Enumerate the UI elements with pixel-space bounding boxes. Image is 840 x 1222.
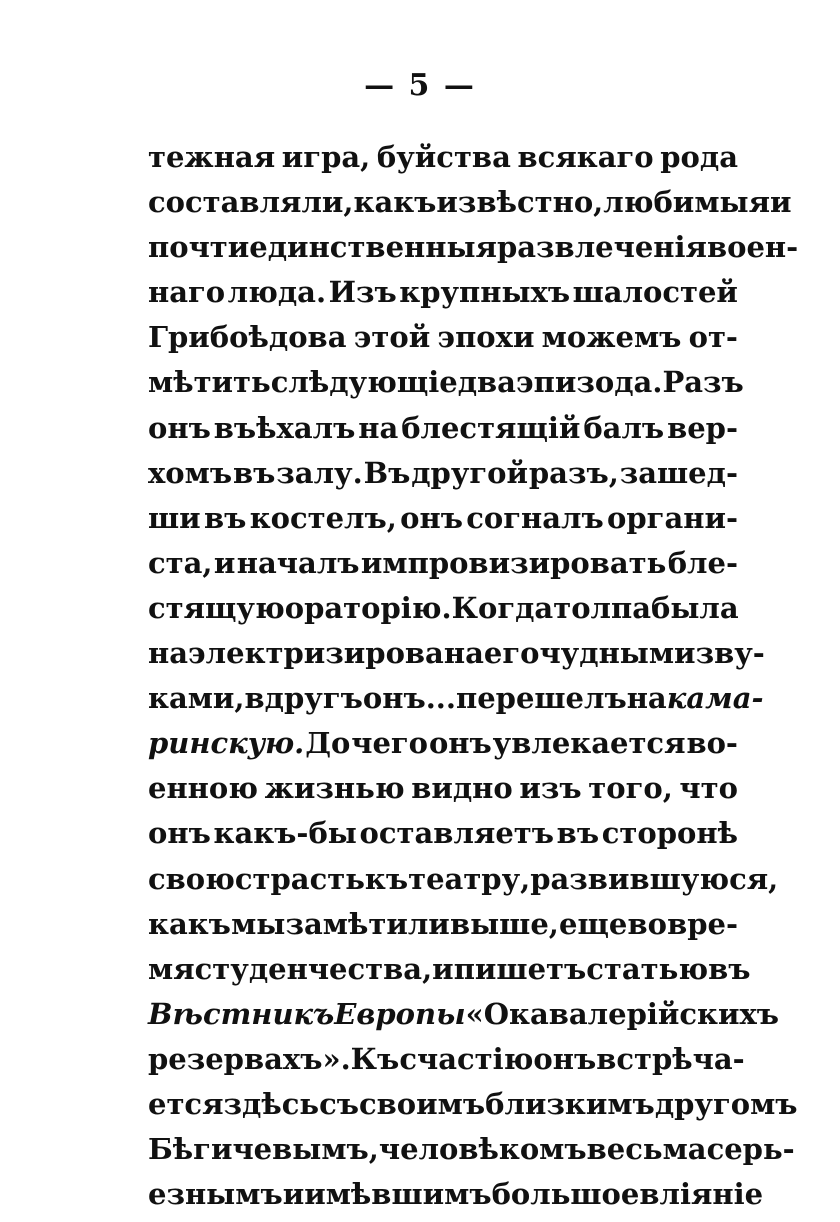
- word: Когда: [451, 590, 554, 625]
- word: театру,: [408, 861, 531, 896]
- word: крупныхъ: [399, 275, 571, 310]
- word: толпа: [553, 590, 651, 625]
- word: костелъ,: [249, 500, 397, 535]
- word: человѣкомъ: [378, 1132, 587, 1167]
- word: ками,: [148, 681, 245, 716]
- word: «О: [465, 996, 509, 1031]
- word: еще: [559, 906, 628, 941]
- word: весьма: [586, 1132, 707, 1167]
- word: началъ: [236, 545, 360, 580]
- word: зашед-: [619, 455, 738, 490]
- word: въ: [556, 816, 600, 851]
- word: чего: [351, 726, 429, 761]
- text-line: [148, 365, 744, 410]
- word: въ: [203, 500, 247, 535]
- word: шалостей: [572, 275, 738, 310]
- word: До: [305, 726, 351, 761]
- word: замѣтили: [285, 906, 450, 941]
- word: ринскую.: [148, 726, 305, 761]
- word: вер-: [667, 410, 738, 445]
- word: буйства: [376, 140, 511, 174]
- word: мы: [231, 906, 286, 941]
- word: балъ: [583, 410, 665, 445]
- word: залу.: [276, 455, 363, 490]
- word: Бѣгичевымъ,: [148, 1132, 379, 1167]
- word: во: [627, 906, 667, 941]
- word: Къ: [350, 1041, 400, 1076]
- word: стящую: [148, 590, 285, 625]
- word: и: [213, 545, 236, 580]
- word: жизнью: [264, 771, 405, 806]
- word: всякаго: [517, 140, 654, 174]
- text-line: [148, 456, 738, 501]
- word: на: [626, 681, 667, 716]
- word: ораторію.: [284, 590, 452, 625]
- word: Разъ: [662, 365, 744, 400]
- word: органи-: [607, 500, 738, 535]
- word: статью: [586, 951, 709, 986]
- word: что: [679, 771, 738, 806]
- word: въ: [708, 951, 751, 986]
- word: своимъ: [359, 1086, 486, 1121]
- word: мѣтить: [148, 365, 271, 400]
- text-line: [148, 320, 738, 365]
- word: эпохи: [437, 320, 535, 355]
- word: страсть: [234, 861, 365, 896]
- word: была: [651, 590, 739, 625]
- word: развлеченія: [496, 230, 707, 265]
- page-number: — 5 —: [364, 68, 476, 103]
- word: люда.: [227, 275, 327, 310]
- text-line: [148, 726, 738, 771]
- text-line: [148, 1086, 798, 1132]
- text-line: [148, 816, 738, 861]
- text-line: [148, 140, 738, 185]
- text-line: [148, 861, 779, 907]
- word: чудными: [539, 636, 696, 671]
- word: этой: [353, 320, 431, 355]
- word: встрѣча-: [596, 1041, 745, 1076]
- word: два: [457, 365, 516, 400]
- word: какъ: [148, 906, 231, 941]
- word: рода: [660, 140, 738, 174]
- word: согналъ: [466, 500, 604, 535]
- word: бле-: [667, 545, 738, 580]
- text-line: [148, 275, 738, 320]
- word: какъ-бы: [213, 816, 357, 851]
- text-line: [148, 996, 780, 1042]
- word: наэлектризирована: [148, 636, 484, 671]
- word: большое: [491, 1177, 640, 1212]
- word: извѣстно,: [436, 185, 604, 220]
- word: воен-: [706, 230, 799, 265]
- word: видно: [411, 771, 513, 806]
- word: изъ: [519, 771, 582, 806]
- word: развившуюся,: [530, 861, 779, 896]
- word: резервахъ».: [148, 1041, 351, 1076]
- word: хомъ: [148, 455, 233, 490]
- text-line: [148, 771, 738, 816]
- word: здѣсь: [223, 1086, 320, 1121]
- word: его: [483, 636, 540, 671]
- text-line: [148, 907, 738, 952]
- word: другомъ: [654, 1086, 798, 1121]
- word: перешелъ: [455, 681, 627, 716]
- word: вліяніе: [639, 1177, 764, 1212]
- word: свою: [148, 861, 235, 896]
- word: близкимъ: [485, 1086, 655, 1121]
- word: Въ: [363, 455, 411, 490]
- text-line: [148, 1041, 745, 1087]
- word: онъ: [428, 726, 492, 761]
- word: енною: [148, 771, 258, 806]
- word: во-: [686, 726, 738, 761]
- word: вдругъ: [244, 681, 363, 716]
- word: выше,: [449, 906, 559, 941]
- word: и: [432, 951, 454, 986]
- word: и: [282, 1177, 305, 1212]
- word: Европы: [334, 996, 466, 1031]
- word: тежная: [148, 140, 276, 174]
- word: Грибоѣдова: [148, 320, 347, 355]
- word: онъ: [533, 1041, 597, 1076]
- text-line: [148, 546, 738, 591]
- word: езнымъ: [148, 1177, 283, 1212]
- word: ши: [148, 500, 201, 535]
- text-line: [148, 591, 738, 636]
- word: сторонѣ: [601, 816, 738, 851]
- word: того,: [588, 771, 673, 806]
- word: имѣвшимъ: [304, 1177, 492, 1212]
- word: вре-: [667, 906, 738, 941]
- word: къ: [364, 861, 409, 896]
- word: ется: [148, 1086, 224, 1121]
- word: импровизировать: [360, 545, 667, 580]
- word: въ: [232, 455, 276, 490]
- word: на: [358, 410, 399, 445]
- text-line: [148, 1132, 795, 1177]
- text-line: [148, 230, 799, 275]
- word: составляли,: [148, 185, 354, 220]
- word: онъ: [148, 410, 211, 445]
- text-line: [148, 501, 738, 546]
- word: мя: [148, 951, 195, 986]
- word: студенчества,: [194, 951, 433, 986]
- word: какъ: [353, 185, 437, 220]
- word: оставляетъ: [359, 816, 554, 851]
- text-line: [148, 951, 751, 997]
- text-line: [148, 411, 738, 456]
- word: Вѣстникъ: [148, 996, 335, 1031]
- word: единственныя: [249, 230, 497, 265]
- word: увлекается: [492, 726, 686, 761]
- word: можемъ: [541, 320, 682, 355]
- word: пишетъ: [453, 951, 587, 986]
- word: кавалерійскихъ: [509, 996, 780, 1031]
- word: счастію: [399, 1041, 534, 1076]
- text-line: [148, 681, 764, 726]
- word: зву-: [695, 636, 765, 671]
- word: въѣхалъ: [213, 410, 356, 445]
- word: ста,: [148, 545, 213, 580]
- word: кама-: [666, 681, 764, 716]
- body-text: [148, 140, 799, 1222]
- word: эпизода.: [515, 365, 663, 400]
- word: онъ: [148, 816, 211, 851]
- word: слѣдующіе: [270, 365, 458, 400]
- word: разъ,: [528, 455, 619, 490]
- word: другой: [411, 455, 529, 490]
- word: от-: [688, 320, 738, 355]
- word: почти: [148, 230, 250, 265]
- text-line: [148, 1177, 764, 1222]
- word: блестящій: [401, 410, 581, 445]
- word: игра,: [281, 140, 371, 174]
- text-line: [148, 185, 792, 230]
- word: наго: [148, 275, 226, 310]
- word: серь-: [706, 1132, 795, 1167]
- word: съ: [319, 1086, 359, 1121]
- word: онъ: [400, 500, 463, 535]
- word: онъ...: [362, 681, 456, 716]
- word: любимыя: [603, 185, 771, 220]
- word: Изъ: [328, 275, 397, 310]
- text-line: [148, 636, 765, 681]
- word: и: [770, 185, 792, 220]
